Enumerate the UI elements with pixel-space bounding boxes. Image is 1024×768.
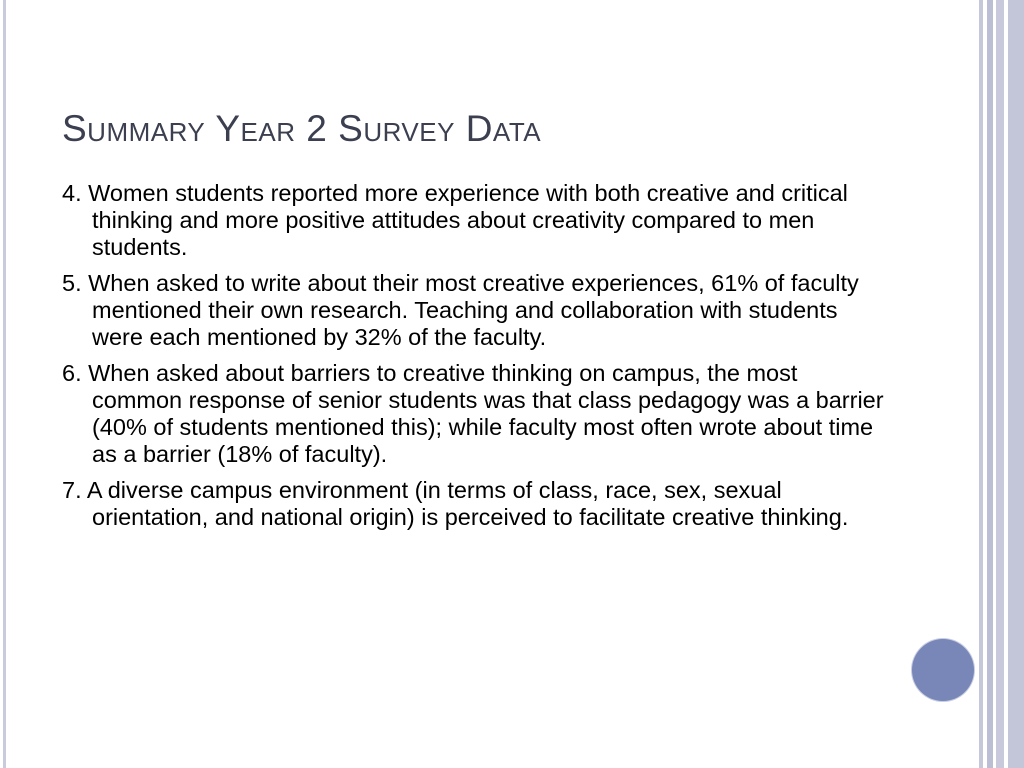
list-item: 5. When asked to write about their most creative experiences, 61% of faculty mentioned their own research. Teaching and collaboration with students were each mentioned by 32% of the faculty. [62, 270, 859, 350]
list-item: 6. When asked about barriers to creative thinking on campus, the most common response of senior students was that class pedagogy was a barrier (40% of students mentioned this); while faculty most often wrote about time as a barrier (18% of faculty). [62, 360, 884, 467]
left-border-rule [3, 0, 6, 768]
list-item: 4. Women students reported more experience with both creative and critical thinking and more positive attitudes about creativity compared to men students. [62, 180, 848, 260]
right-decorative-band [1008, 0, 1024, 768]
bullet-list [62, 180, 892, 540]
right-decorative-stripe [996, 0, 1004, 768]
decorative-circle [912, 639, 974, 701]
list-item: 7. A diverse campus environment (in terms of class, race, sex, sexual orientation, and national origin) is perceived to facilitate creative thinking. [62, 477, 849, 530]
slide-title: Summary Year 2 Survey Data [62, 108, 542, 149]
